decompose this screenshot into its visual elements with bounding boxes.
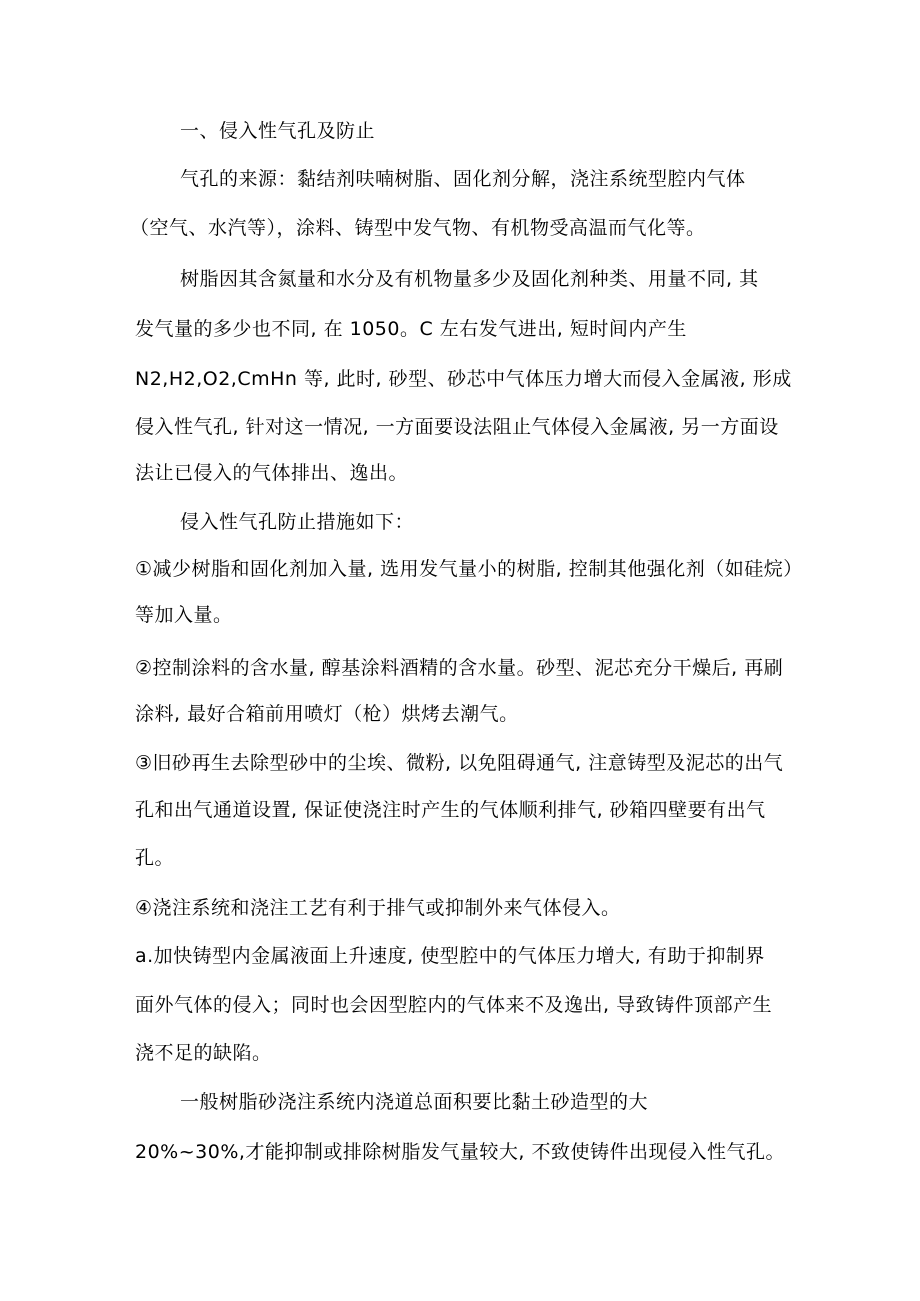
paragraph-line: （空气、水汽等），涂料、铸型中发气物、有机物受高温而气化等。 bbox=[130, 217, 706, 239]
list-item-line: ①减少树脂和固化剂加入量, 选用发气量小的树脂, 控制其他强化剂（如硅烷） bbox=[135, 558, 803, 580]
paragraph-line: 侵入性气孔, 针对这一情况, 一方面要设法阻止气体侵入金属液, 另一方面设 bbox=[135, 416, 779, 438]
list-item-line: 涂料, 最好合箱前用喷灯（枪）烘烤去潮气。 bbox=[135, 703, 519, 725]
list-item-line: ③旧砂再生去除型砂中的尘埃、微粉, 以免阻碍通气, 注意铸型及泥芯的出气 bbox=[135, 752, 784, 774]
list-item-line: a.加快铸型内金属液面上升速度, 使型腔中的气体压力增大, 有助于抑制界 bbox=[135, 945, 765, 967]
paragraph-line: 气孔的来源：黏结剂呋喃树脂、固化剂分解，浇注系统型腔内气体 bbox=[180, 168, 746, 190]
list-item-line: 孔和出气通道设置, 保证使浇注时产生的气体顺利排气, 砂箱四壁要有出气 bbox=[135, 799, 766, 821]
section-heading: 一、侵入性气孔及防止 bbox=[180, 120, 376, 142]
paragraph-line: 侵入性气孔防止措施如下： bbox=[180, 511, 415, 533]
list-item-line: 面外气体的侵入；同时也会因型腔内的气体来不及逸出, 导致铸件顶部产生 bbox=[135, 994, 773, 1016]
paragraph-line: 一般树脂砂浇注系统内浇道总面积要比黏土砂造型的大 bbox=[180, 1091, 649, 1113]
paragraph-line: 法让已侵入的气体排出、逸出。 bbox=[135, 462, 409, 484]
list-item-line: 等加入量。 bbox=[135, 604, 233, 626]
paragraph-line: N2,H2,O2,CmHn 等, 此时, 砂型、砂芯中气体压力增大而侵入金属液, 形成 bbox=[135, 368, 792, 390]
paragraph-line: 发气量的多少也不同, 在 1050。C 左右发气进出, 短时间内产生 bbox=[135, 318, 687, 340]
list-item-line: ④浇注系统和浇注工艺有利于排气或抑制外来气体侵入。 bbox=[135, 897, 621, 919]
list-item-line: ②控制涂料的含水量, 醇基涂料酒精的含水量。砂型、泥芯充分干燥后, 再刷 bbox=[135, 657, 784, 679]
paragraph-line: 树脂因其含氮量和水分及有机物量多少及固化剂种类、用量不同, 其 bbox=[180, 268, 759, 290]
paragraph-line: 20%~30%,才能抑制或排除树脂发气量较大, 不致使铸件出现侵入性气孔。 bbox=[135, 1141, 786, 1163]
list-item-line: 孔。 bbox=[135, 847, 175, 869]
list-item-line: 浇不足的缺陷。 bbox=[135, 1042, 272, 1064]
